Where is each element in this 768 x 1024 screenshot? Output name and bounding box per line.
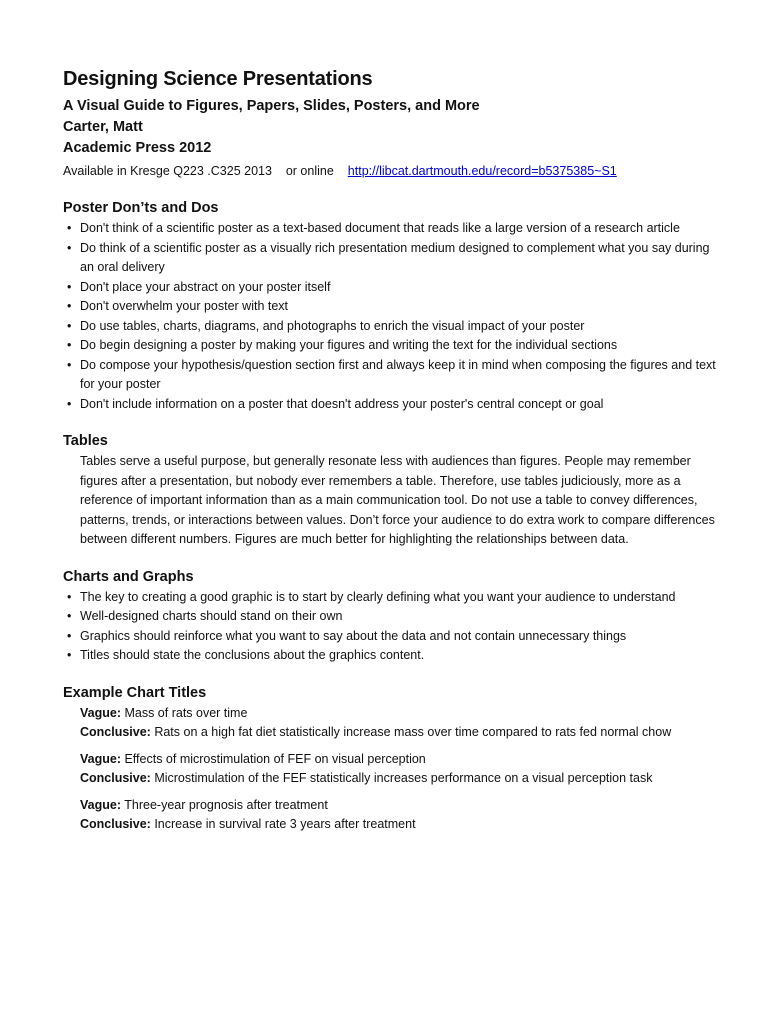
book-author: Carter, Matt [63, 119, 143, 135]
vague-line [80, 704, 723, 724]
charts-list [63, 588, 723, 666]
bullet-glyph: • [67, 299, 72, 313]
list-item-text: The key to creating a good graphic is to start by clearly defining what you want your audience to understand [80, 589, 676, 604]
bullet-glyph: • [67, 279, 72, 294]
document-page [63, 66, 723, 835]
list-item-text: Don't think of a scientific poster as a text-based document that reads like a large version of a research article [80, 221, 680, 235]
vague-label: Vague: [80, 705, 121, 720]
vague-label: Vague: [80, 751, 121, 766]
bullet-glyph: • [67, 396, 72, 411]
bullet-glyph: • [67, 589, 72, 604]
vague-line [80, 796, 723, 816]
list-item-text: Don't place your abstract on your poster itself [80, 279, 331, 294]
list-item-text: Titles should state the conclusions about the graphics content. [80, 648, 425, 662]
poster-list [63, 219, 723, 414]
list-item [63, 607, 723, 627]
bullet-glyph: • [67, 338, 72, 352]
availability-text: Available in Kresge Q223 .C325 2013 or online [63, 164, 334, 178]
catalog-link[interactable]: http://libcat.dartmouth.edu/record=b5375385~S1 [347, 164, 617, 178]
conclusive-line [80, 815, 723, 835]
vague-text: Mass of rats over time [121, 705, 248, 720]
list-item-text: Do use tables, charts, diagrams, and photographs to enrich the visual impact of your poster [80, 318, 585, 333]
tables-paragraph: Tables serve a useful purpose, but generally resonate less with audiences than figures. People may remember figures after a presentation, but nobody ever remembers a table. Therefore, use tables judiciously, more as a reference of important information than as a main communication tool. Do not use a table to convey differences, patterns, trends, or interactions between values. Don’t force your audience to do extra work to compare differences between different numbers. Figures are much better for highlighting the relationships between data. [80, 454, 715, 546]
list-item [63, 336, 723, 356]
charts-heading: Charts and Graphs [63, 568, 194, 585]
vague-text: Effects of microstimulation of FEF on visual perception [121, 751, 426, 766]
vague-line [80, 750, 723, 770]
conclusive-label: Conclusive: [80, 725, 151, 739]
examples-heading: Example Chart Titles [63, 684, 207, 701]
conclusive-line [80, 723, 723, 743]
conclusive-label: Conclusive: [80, 817, 151, 831]
list-item-text: Well-designed charts should stand on their own [80, 609, 343, 623]
example-pair [63, 750, 723, 789]
bullet-glyph: • [67, 628, 72, 643]
list-item [63, 627, 723, 647]
conclusive-label: Conclusive: [80, 771, 151, 785]
list-item [63, 297, 723, 317]
conclusive-text: Rats on a high fat diet statistically increase mass over time compared to rats fed normal chow [150, 725, 672, 739]
bullet-glyph: • [67, 240, 72, 255]
list-item-text: Graphics should reinforce what you want to say about the data and not contain unnecessary things [80, 628, 627, 643]
list-item [63, 356, 723, 395]
list-item-text: Don't include information on a poster that doesn't address your poster's central concept or goal [80, 396, 604, 411]
document-title: Designing Science Presentations [63, 68, 373, 90]
conclusive-line [80, 769, 723, 789]
list-item-text: Don't overwhelm your poster with text [80, 299, 289, 313]
list-item [63, 395, 723, 415]
poster-heading: Poster Don’ts and Dos [63, 200, 219, 216]
list-item-text: Do compose your hypothesis/question section first and always keep it in mind when composing the figures and text for your poster [80, 357, 716, 391]
vague-text: Three-year prognosis after treatment [121, 797, 328, 812]
vague-label: Vague: [80, 797, 121, 812]
availability-line [63, 161, 723, 181]
example-pair [63, 704, 723, 743]
bullet-glyph: • [67, 357, 72, 372]
book-subtitle: A Visual Guide to Figures, Papers, Slides, Posters, and More [63, 98, 480, 114]
bullet-glyph: • [67, 221, 72, 235]
list-item-text: Do think of a scientific poster as a visually rich presentation medium designed to complement what you say during an oral delivery [80, 240, 710, 274]
tables-heading: Tables [63, 433, 108, 449]
list-item [63, 317, 723, 337]
conclusive-text: Increase in survival rate 3 years after treatment [150, 817, 416, 831]
list-item [63, 239, 723, 278]
list-item [63, 588, 723, 608]
book-publisher: Academic Press 2012 [63, 140, 212, 156]
list-item [63, 219, 723, 239]
example-pair [63, 796, 723, 835]
conclusive-text: Microstimulation of the FEF statistically increases performance on a visual perception task [150, 771, 653, 785]
list-item-text: Do begin designing a poster by making your figures and writing the text for the individual sections [80, 338, 618, 352]
list-item [63, 646, 723, 666]
bullet-glyph: • [67, 318, 72, 333]
bullet-glyph: • [67, 648, 72, 662]
bullet-glyph: • [67, 609, 72, 623]
list-item [63, 278, 723, 298]
